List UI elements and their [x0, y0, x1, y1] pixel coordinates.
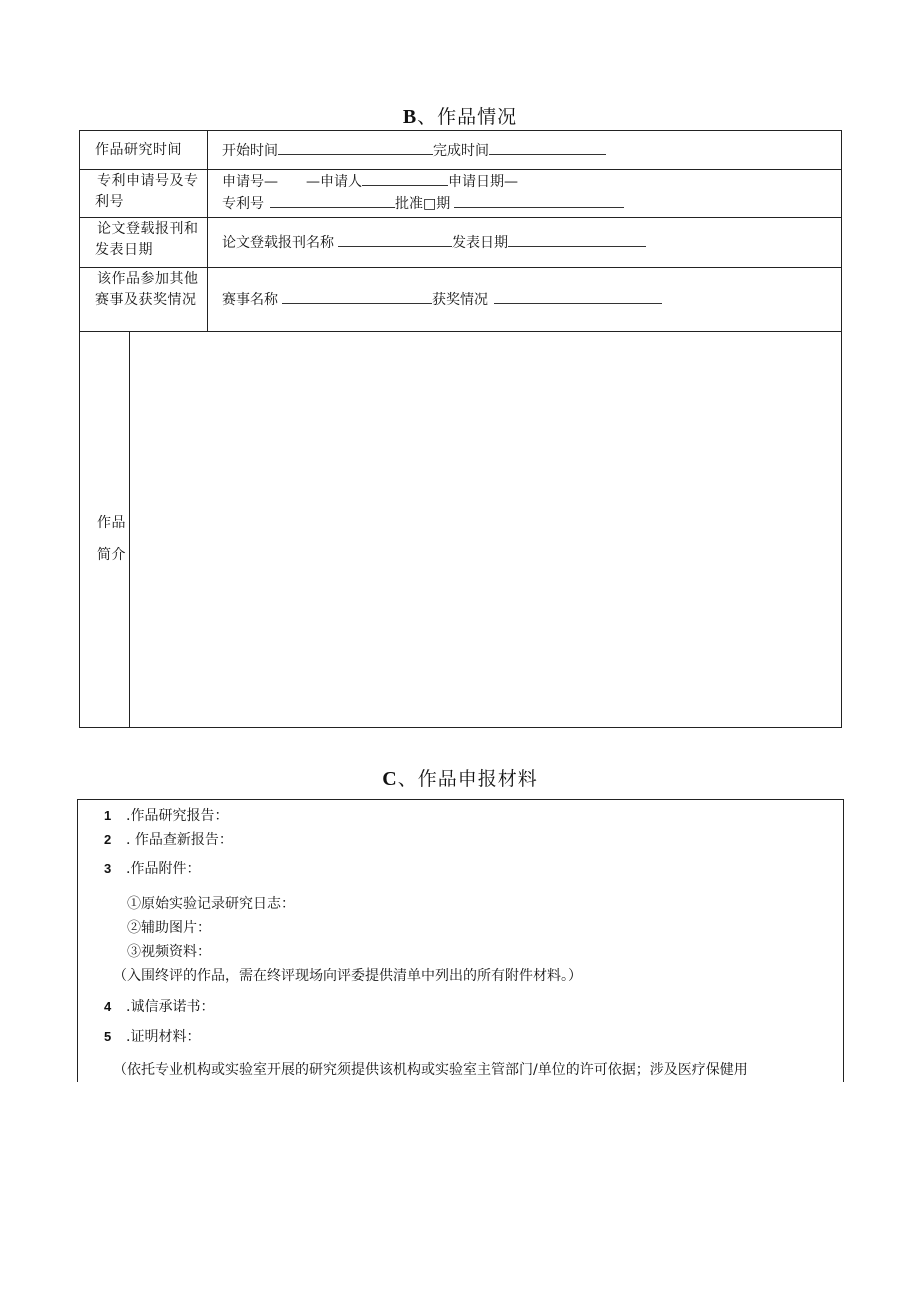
- list-item: [113, 966, 582, 986]
- end-time-label: 完成时间: [433, 143, 489, 159]
- start-time-field[interactable]: [278, 140, 433, 155]
- publish-date-label: 发表日期: [452, 235, 508, 251]
- grant-date-label: 批准□期: [395, 196, 451, 212]
- intro-label-line1: 作品: [97, 515, 126, 531]
- patent-label-line2: 利号: [95, 194, 124, 210]
- research-time-fields: [222, 140, 606, 162]
- list-item: [127, 942, 211, 962]
- section-c-title: [0, 764, 920, 791]
- list-item: [104, 1027, 200, 1047]
- patent-fields-line2: [222, 193, 624, 215]
- list-item-number: 5: [104, 1029, 112, 1044]
- paper-label-line2: 发表日期: [95, 242, 153, 258]
- contest-name-label: 赛事名称: [222, 292, 278, 308]
- intro-label: [97, 507, 126, 571]
- patent-label: [97, 171, 199, 213]
- list-item-number: 1: [104, 808, 112, 823]
- section-b-title: [0, 102, 920, 129]
- research-time-label: 作品研究时间: [95, 142, 182, 158]
- contest-label-line2: 赛事及获奖情况: [95, 292, 197, 308]
- list-item: [113, 1060, 748, 1080]
- section-b-letter: B: [402, 106, 418, 128]
- applicant-label: —申请人: [306, 174, 362, 190]
- contest-fields: [222, 289, 662, 311]
- patent-label-line1: 专利申请号及专: [97, 173, 199, 189]
- paper-fields: [222, 232, 646, 254]
- list-item-text: ③视频资料：: [127, 944, 211, 960]
- contest-label: [97, 269, 199, 311]
- intro-content-area[interactable]: [131, 333, 840, 726]
- list-item: [104, 859, 200, 879]
- journal-name-label: 论文登载报刊名称: [222, 235, 334, 251]
- list-item: [127, 894, 295, 914]
- paper-label: [97, 219, 199, 261]
- list-item-text: ①原始实验记录研究日志：: [127, 896, 295, 912]
- section-c-title-text: 、作品申报材料: [397, 768, 538, 790]
- table-row-divider: [79, 169, 842, 170]
- publish-date-field[interactable]: [508, 232, 646, 247]
- table-row-divider: [79, 331, 842, 332]
- list-item-number: 2: [104, 832, 112, 847]
- intro-label-line2: 简介: [97, 547, 126, 563]
- applicant-field[interactable]: [362, 171, 448, 186]
- list-item-text: （依托专业机构或实验室开展的研究须提供该机构或实验室主管部门/单位的许可依据；涉及医疗保健用: [113, 1062, 748, 1078]
- list-item-text: （入围终评的作品，需在终评现场向评委提供清单中列出的所有附件材料。）: [113, 968, 582, 984]
- application-number-label: 申请号—: [222, 174, 278, 190]
- list-item-number: 4: [104, 999, 112, 1014]
- application-date-label: 申请日期—: [448, 174, 518, 190]
- list-item: [104, 806, 228, 826]
- list-item: [104, 830, 233, 850]
- list-item-text: .诚信承诺书：: [126, 999, 215, 1015]
- section-b-title-text: 、作品情况: [417, 106, 518, 128]
- patent-number-label: 专利号: [222, 196, 264, 212]
- list-item-number: 3: [104, 861, 112, 876]
- table-col-divider: [129, 331, 130, 728]
- journal-name-field[interactable]: [338, 232, 452, 247]
- award-label: 获奖情况: [432, 292, 488, 308]
- table-row-divider: [79, 267, 842, 268]
- list-item-text: .作品附件：: [126, 861, 201, 877]
- patent-fields-line1: [222, 171, 518, 193]
- contest-label-line1: 该作品参加其他: [97, 271, 199, 287]
- end-time-field[interactable]: [489, 140, 606, 155]
- section-c-letter: C: [382, 768, 398, 790]
- list-item: [104, 997, 214, 1017]
- contest-name-field[interactable]: [282, 289, 432, 304]
- patent-number-field[interactable]: [270, 193, 395, 208]
- list-item: [127, 918, 211, 938]
- list-item-text: .证明材料：: [126, 1029, 201, 1045]
- list-item-text: . 作品查新报告：: [126, 832, 233, 848]
- table-col-divider: [207, 130, 208, 331]
- paper-label-line1: 论文登载报刊和: [97, 221, 199, 237]
- grant-date-field[interactable]: [454, 193, 624, 208]
- start-time-label: 开始时间: [222, 143, 278, 159]
- list-item-text: .作品研究报告：: [126, 808, 229, 824]
- award-field[interactable]: [494, 289, 662, 304]
- table-row-divider: [79, 217, 842, 218]
- list-item-text: ②辅助图片：: [127, 920, 211, 936]
